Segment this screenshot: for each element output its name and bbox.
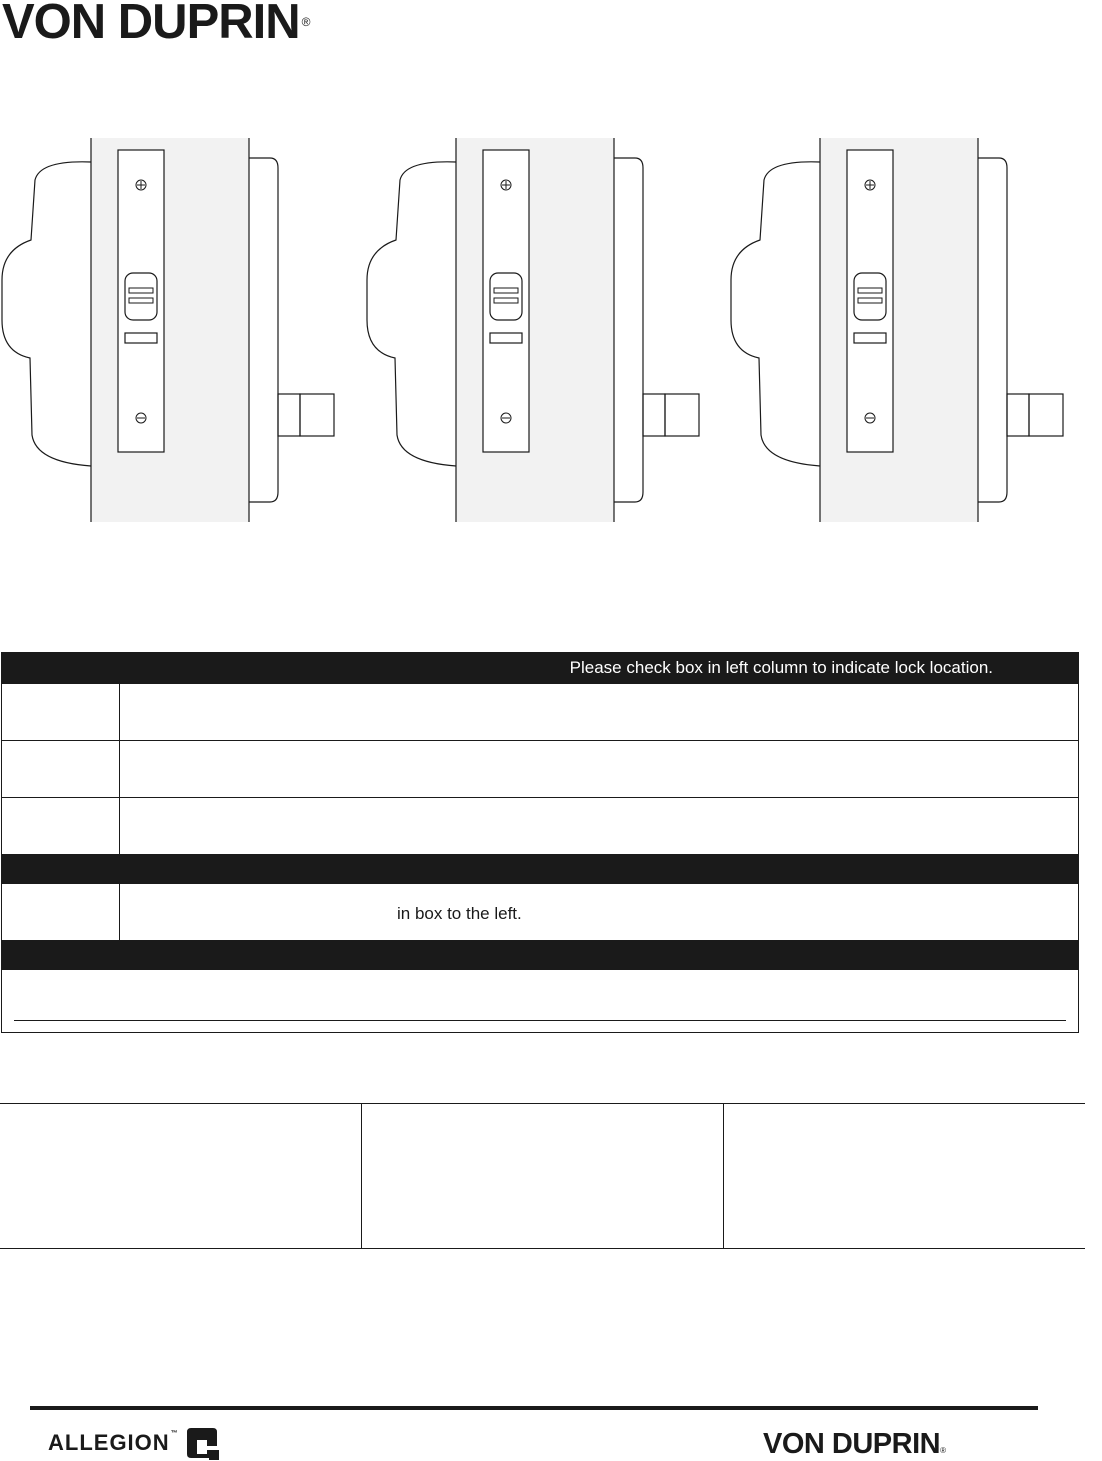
info-cell-2 <box>362 1104 724 1248</box>
footer-rule <box>30 1406 1038 1410</box>
option-row-2 <box>2 740 1078 797</box>
section-header-1 <box>2 653 1078 683</box>
option-content-1 <box>120 684 1078 740</box>
option-row-3 <box>2 797 1078 854</box>
allegion-logo <box>48 1426 221 1460</box>
other-hint-text: in box to the left. <box>397 904 522 923</box>
lock-figure-1 <box>2 138 334 522</box>
option-row-other <box>2 884 1078 940</box>
checkbox-cell-other[interactable] <box>2 884 120 940</box>
lock-figure-2 <box>367 138 699 522</box>
info-grid <box>0 1103 1085 1249</box>
brand-logo-bottom: VON DUPRIN® <box>763 1428 946 1460</box>
option-content-3 <box>120 798 1078 854</box>
registered-mark: ® <box>301 15 310 29</box>
info-cell-1 <box>0 1104 362 1248</box>
lock-figure-3 <box>731 138 1063 522</box>
brand-name: VON DUPRIN <box>2 0 300 49</box>
checkbox-cell-3[interactable] <box>2 798 120 854</box>
notes-line <box>14 1020 1066 1021</box>
allegion-mark-icon <box>185 1426 221 1460</box>
checkbox-cell-1[interactable] <box>2 684 120 740</box>
instruction-text: Please check box in left column to indicate lock location. <box>569 658 993 677</box>
lock-location-form <box>1 652 1079 1033</box>
section-header-3 <box>2 940 1078 970</box>
notes-area[interactable] <box>2 970 1078 1032</box>
section-header-2 <box>2 854 1078 884</box>
option-content-2 <box>120 741 1078 797</box>
brand-logo-top <box>2 0 310 49</box>
info-cell-3 <box>724 1104 1085 1248</box>
checkbox-cell-2[interactable] <box>2 741 120 797</box>
lock-figures <box>0 130 1102 530</box>
option-row-1 <box>2 683 1078 740</box>
option-content-other <box>120 884 1078 940</box>
allegion-wordmark: ALLEGION™ <box>48 1430 179 1455</box>
